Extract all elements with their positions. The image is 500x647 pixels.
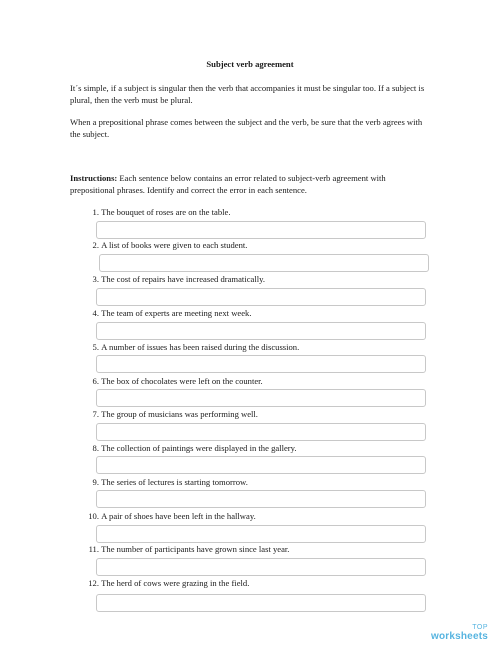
instructions-text: Each sentence below contains an error related to subject-verb agreement with prepositional phrases. Identify and correct the error in each sentence. xyxy=(70,173,386,195)
question-item xyxy=(70,544,432,555)
intro-paragraph-2: When a prepositional phrase comes between the subject and the verb, be sure that the verb agrees with the subject. xyxy=(70,117,423,139)
answer-field[interactable] xyxy=(96,558,426,576)
answer-field[interactable] xyxy=(96,456,426,474)
question-text: The team of experts are meeting next week. xyxy=(101,308,252,318)
question-text: A number of issues has been raised during the discussion. xyxy=(101,342,300,352)
intro-paragraph-1: It´s simple, if a subject is singular then the verb that accompanies it must be singular too. If a subject is plural, then the verb must be plural. xyxy=(70,83,425,105)
question-item xyxy=(70,376,432,387)
question-text: The cost of repairs have increased dramatically. xyxy=(101,274,265,284)
question-item xyxy=(70,207,432,218)
question-text: The bouquet of roses are on the table. xyxy=(101,207,231,217)
answer-field[interactable] xyxy=(99,254,429,272)
answer-field[interactable] xyxy=(96,288,426,306)
question-item xyxy=(70,443,432,454)
worksheet-title: Subject verb agreement xyxy=(206,59,294,69)
question-number: 5. xyxy=(92,342,99,352)
answer-field[interactable] xyxy=(96,490,426,508)
question-number: 11. xyxy=(88,544,99,554)
question-text: The herd of cows were grazing in the field. xyxy=(101,578,250,588)
question-item xyxy=(70,578,432,589)
question-item xyxy=(70,409,432,420)
question-item xyxy=(70,342,432,353)
question-item xyxy=(70,308,432,319)
instructions-paragraph xyxy=(70,173,432,196)
question-number: 1. xyxy=(92,207,99,217)
question-text: The collection of paintings were displayed in the gallery. xyxy=(101,443,297,453)
answer-field[interactable] xyxy=(96,322,426,340)
answer-field[interactable] xyxy=(96,423,426,441)
question-item xyxy=(70,240,432,251)
question-number: 10. xyxy=(88,511,99,521)
answer-field[interactable] xyxy=(96,525,426,543)
question-item xyxy=(70,477,432,488)
answer-field[interactable] xyxy=(96,355,426,373)
question-number: 9. xyxy=(92,477,99,487)
question-number: 4. xyxy=(92,308,99,318)
topworksheets-logo xyxy=(431,623,488,641)
answer-field[interactable] xyxy=(96,594,426,612)
question-text: A pair of shoes have been left in the hallway. xyxy=(101,511,256,521)
answer-field[interactable] xyxy=(96,389,426,407)
question-item xyxy=(70,511,432,522)
question-text: The group of musicians was performing well. xyxy=(101,409,258,419)
instructions-label: Instructions: xyxy=(70,173,118,183)
logo-top-text: TOP xyxy=(472,624,488,631)
question-number: 6. xyxy=(92,376,99,386)
question-number: 7. xyxy=(92,409,99,419)
answer-field[interactable] xyxy=(96,221,426,239)
question-text: The series of lectures is starting tomorrow. xyxy=(101,477,248,487)
question-item xyxy=(70,274,432,285)
logo-main-text: worksheets xyxy=(430,631,488,642)
question-text: The number of participants have grown since last year. xyxy=(101,544,290,554)
question-text: A list of books were given to each student. xyxy=(101,240,248,250)
question-number: 12. xyxy=(88,578,99,588)
question-number: 8. xyxy=(92,443,99,453)
question-number: 3. xyxy=(92,274,99,284)
question-text: The box of chocolates were left on the counter. xyxy=(101,376,263,386)
question-number: 2. xyxy=(92,240,99,250)
